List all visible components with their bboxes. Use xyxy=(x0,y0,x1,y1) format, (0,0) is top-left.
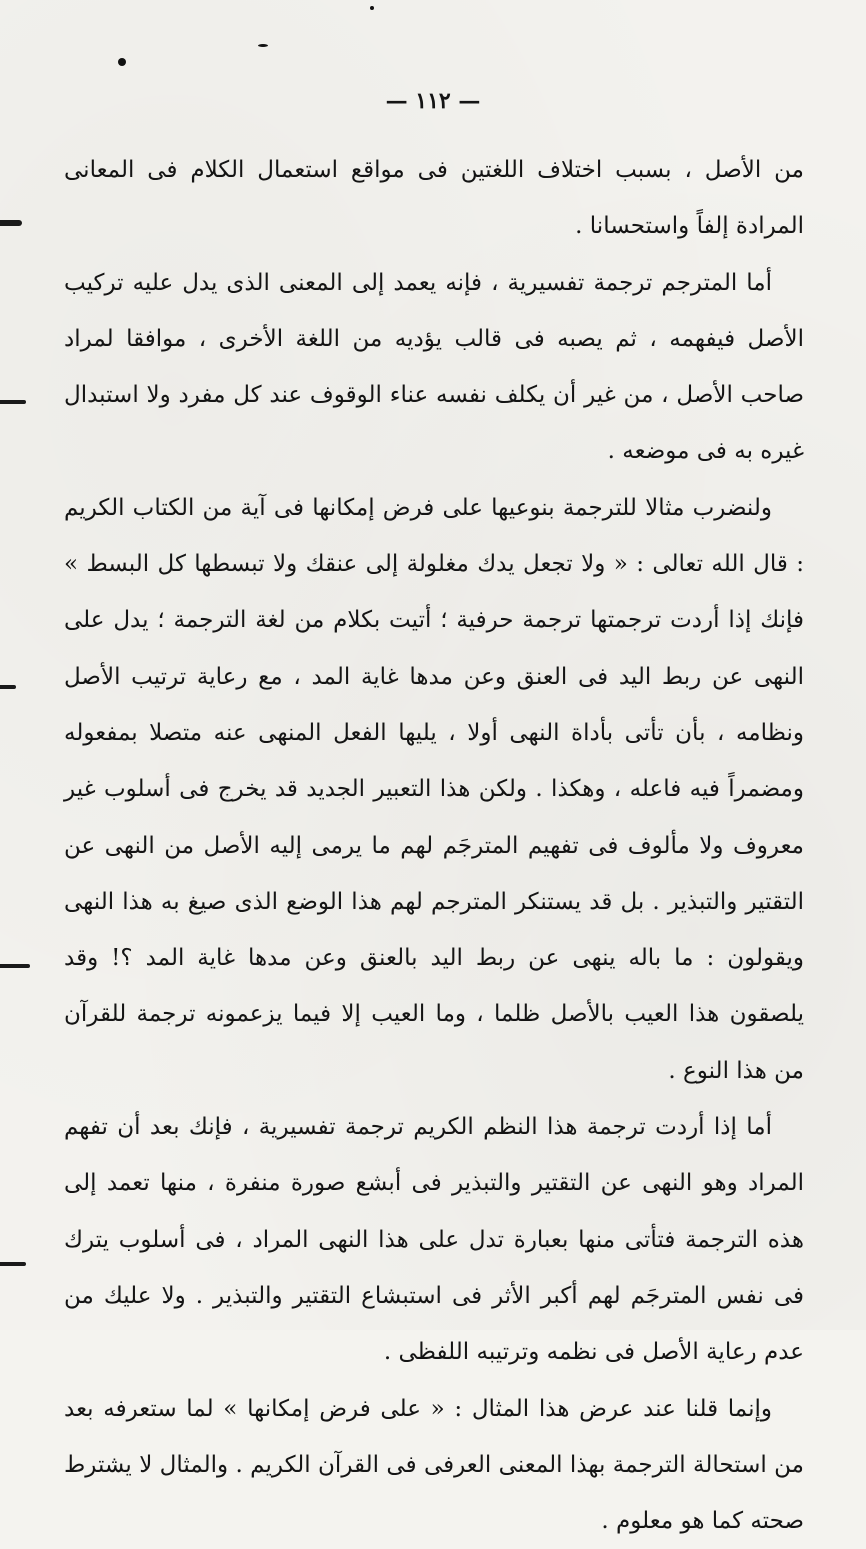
scan-edge-mark xyxy=(0,220,22,226)
body-text xyxy=(64,142,804,1549)
scan-edge-mark xyxy=(0,1262,26,1266)
paragraph: من الأصل ، بسبب اختلاف اللغتين فى مواقع استعمال الكلام فى المعانى المرادة إلفاً واستحسانا . xyxy=(64,157,804,240)
scan-speck xyxy=(258,44,268,47)
scan-speck xyxy=(118,58,126,66)
paragraph: ولنضرب مثالا للترجمة بنوعيها على فرض إمكانها فى آية من الكتاب الكريم : قال الله تعالى : « ولا تجعل يدك مغلولة إلى عنقك ولا تبسطها كل البسط » فإنك إذا أردت ترجمتها ترجمة حرفية ؛ أتيت بكلام من لغة الترجمة ؛ يدل على النهى عن ربط اليد فى العنق وعن مدها غاية المد ، مع رعاية ترتيب الأصل ونظامه ، بأن تأتى بأداة النهى أولا ، يليها الفعل المنهى عنه متصلا بمفعوله ومضمراً فيه فاعله ، وهكذا . ولكن هذا التعبير الجديد قد يخرج فى أسلوب غير معروف ولا مألوف فى تفهيم المترجَم لهم ما يرمى إليه الأصل من النهى عن التقتير والتبذير . بل قد يستنكر المترجم لهم هذا الوضع الذى صيغ به هذا النهى ويقولون : ما باله ينهى عن ربط اليد بالعنق وعن مدها غاية المد ؟! وقد يلصقون هذا العيب بالأصل ظلما ، وما العيب إلا فيما يزعمونه ترجمة للقرآن من هذا النوع . xyxy=(64,494,804,1084)
scan-edge-mark xyxy=(0,685,16,689)
scan-edge-mark xyxy=(0,400,26,404)
scan-speck xyxy=(370,6,374,10)
paragraph: أما إذا أردت ترجمة هذا النظم الكريم ترجمة تفسيرية ، فإنك بعد أن تفهم المراد وهو النهى عن التقتير والتبذير فى أبشع صورة منفرة ، منها تعمد إلى هذه الترجمة فتأتى منها بعبارة تدل على هذا النهى المراد ، فى أسلوب يترك فى نفس المترجَم لهم أكبر الأثر فى استبشاع التقتير والتبذير . ولا عليك من عدم رعاية الأصل فى نظمه وترتيبه اللفظى . xyxy=(64,1114,804,1366)
paragraph: وإنما قلنا عند عرض هذا المثال : « على فرض إمكانها » لما ستعرفه بعد من استحالة الترجمة بهذا المعنى العرفى فى القرآن الكريم . والمثال لا يشترط صحته كما هو معلوم . xyxy=(64,1395,804,1535)
scan-edge-mark xyxy=(0,964,30,968)
paragraph: أما المترجم ترجمة تفسيرية ، فإنه يعمد إلى المعنى الذى يدل عليه تركيب الأصل فيفهمه ، ثم يصبه فى قالب يؤديه من اللغة الأخرى ، موافقا لمراد صاحب الأصل ، من غير أن يكلف نفسه عناء الوقوف عند كل مفرد ولا استبدال غيره به فى موضعه . xyxy=(64,269,804,465)
page-number: — ١١٢ — xyxy=(385,88,481,114)
